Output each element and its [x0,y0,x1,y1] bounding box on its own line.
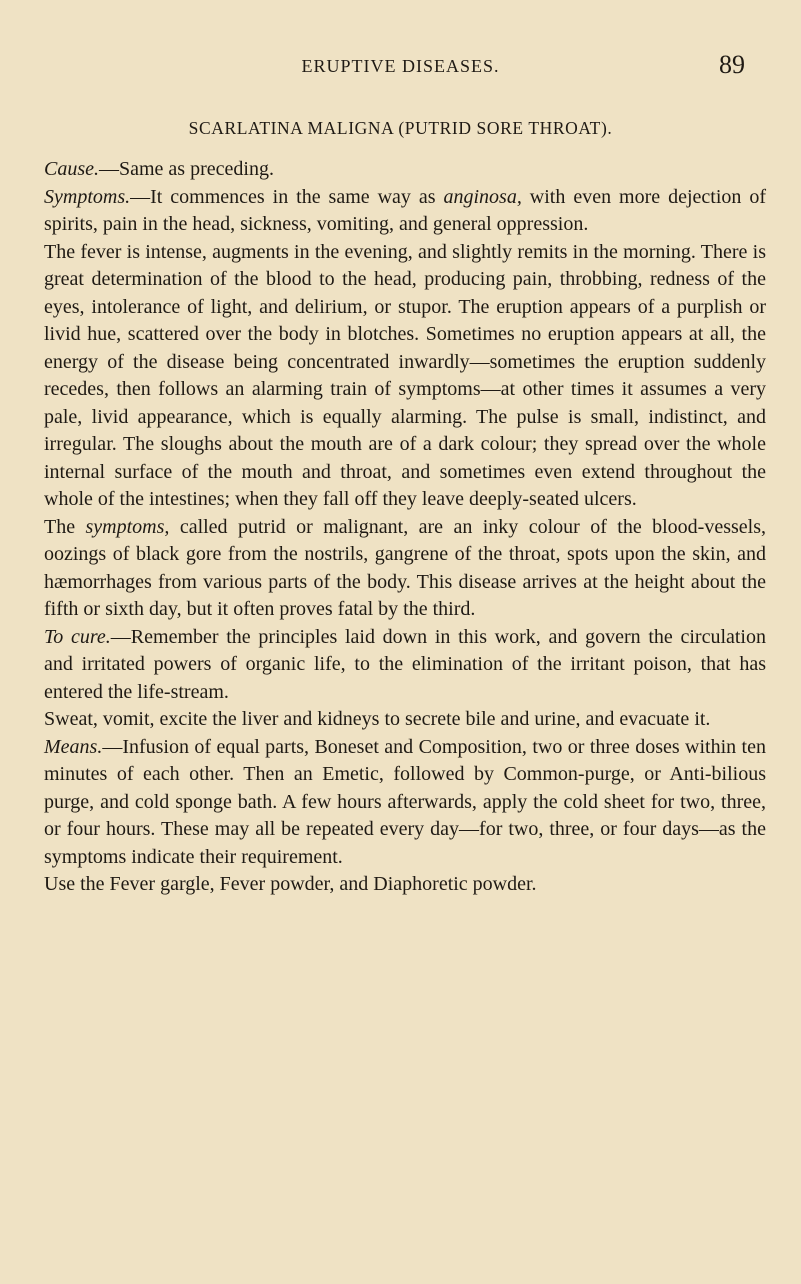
paragraph-lead: Means. [44,735,103,758]
paragraph-text: Sweat, vomit, excite the liver and kidneys to secrete bile and urine, and evacuate it. [44,708,711,730]
paragraph-text: —Same as preceding. [99,158,274,180]
paragraph-lead: To cure. [44,625,111,648]
paragraph-sweat [44,706,766,734]
paragraph-text: Use the Fever gargle, Fever powder, and Diaphoretic powder. [44,873,537,895]
paragraph-text: —Infusion of equal parts, Boneset and Composition, two or three doses within ten minutes of each other. Then an Emetic, followed by Common-purge, or Anti-bilious purge, and cold sponge bath. A few hours afterwards, apply the cold sheet for two, three, or four hours. These may all be repeated every day—for two, three, or four days—as the symptoms indicate their requirement. [44,735,766,868]
paragraph-emphasis: anginosa, [443,185,522,208]
paragraph-symptoms [44,184,766,239]
paragraph-text: called putrid or malignant, are an inky colour of the blood-vessels, oozings of black gore from the nostrils, gangrene of the throat, spots upon the skin, and hæmorrhages from various parts of the body. This disease arrives at the height about the fifth or sixth day, but it often proves fatal by the third. [44,515,767,620]
paragraph-cause [44,156,766,184]
paragraph-text: The fever is intense, augments in the evening, and slightly remits in the morning. There is great determination of the blood to the head, producing pain, throbbing, redness of the eyes, intolerance of light, and delirium, or stupor. The eruption appears of a purplish or livid hue, scattered over the body in blotches. Sometimes no eruption appears at all, the energy of the disease being concentrated inwardly—sometimes the eruption suddenly recedes, then follows an alarming train of symptoms—at other times it assumes a very pale, livid appearance, which is equally alarming. The pulse is small, indistinct, and irregular. The sloughs about the mouth are of a dark colour; they spread over the whole internal surface of the mouth and throat, and sometimes even extend throughout the whole of the intestines; when they fall off they leave deeply-seated ulcers. [44,240,766,510]
paragraph-fever [44,239,766,514]
paragraph-gargle [44,871,766,899]
running-head [0,50,801,84]
paragraph-putrid-symptoms [44,514,766,624]
body-text [44,156,766,899]
paragraph-text: The [44,515,86,538]
paragraph-means [44,734,766,872]
paragraph-lead: Cause. [44,158,99,180]
paragraph-lead: Symptoms. [44,185,131,208]
paragraph-emphasis: symptoms, [85,515,170,538]
paragraph-to-cure [44,624,766,707]
section-heading: SCARLATINA MALIGNA (PUTRID SORE THROAT). [188,118,613,138]
page-number: 89 [719,50,745,79]
paragraph-text: —Remember the principles laid down in this work, and govern the circulation and irritated powers of organic life, to the elimination of the irritant poison, that has entered the life-stream. [44,625,766,703]
paragraph-text: with even more dejection of spirits, pain in the head, sickness, vomiting, and general oppression. [44,185,766,235]
running-title: ERUPTIVE DISEASES. [301,56,500,76]
paragraph-text: —It commences in the same way as [130,185,444,208]
